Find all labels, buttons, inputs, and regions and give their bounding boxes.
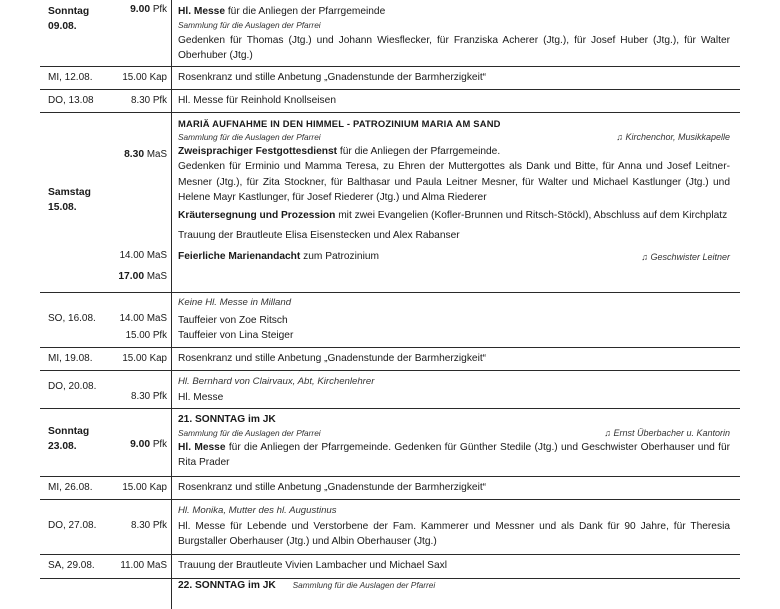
schedule-row (40, 90, 740, 113)
schedule-row (40, 113, 740, 293)
entry-text: Rosenkranz und stille Anbetung „Gnadenstunde der Barmherzigkeit“ (178, 353, 487, 364)
date-cell: MI, 12.08. (48, 72, 93, 83)
time-cell: 11.00 MaS (120, 560, 167, 571)
time-cell: 8.30 Pfk (131, 391, 167, 402)
time-cell: 15.00 Pfk (125, 330, 167, 341)
music-note: ♫ Geschwister Leitner (641, 251, 730, 262)
date-cell: Sonntag 09.08. (48, 6, 90, 32)
entry-text: Hl. Messe (178, 391, 224, 403)
date-cell: DO, 13.08 (48, 95, 94, 106)
saint-text: Hl. Monika, Mutter des hl. Augustinus (178, 505, 337, 516)
date-cell: DO, 27.08. (48, 520, 97, 531)
schedule-row (40, 371, 740, 409)
schedule-row (40, 555, 740, 579)
date-cell: DO, 20.08. (48, 381, 97, 392)
date-cell: Sonntag 23.08. (48, 426, 90, 452)
entry-content: MARIÄ AUFNAHME IN DEN HIMMEL - PATROZINIUM MARIA AM SAND Sammlung für die Auslagen der Pfarrei ♫ Kirchenchor, Musikkapelle Zweisprachiger Festgottesdienst für die Anliegen der Pfarrgemeinde. Gedenken für Erminio und Mamma Teresa, zu Ehren der Muttergottes als Dank und Bitte, für Anna und Josef Leitner-Mesner (Jtg.), für Zita Stockner, für Balthasar und Paula Leitner Mesner, für Walter und Michael Kastlunger (Jtg.) und Helene Mayr Kastlunger, für Josef Riederer (Jtg.) und Alma Riederer Kräutersegnung und Prozession mit zwei Evangelien (Kofler-Brunnen und Ritsch-Stöckl), Abschluss auf dem Kirchplatz Trauung der Brautleute Elisa Eisenstecken und Alex Rabanser Feierliche Marienandacht zum Patrozinium ♫ Geschwister Leitner (178, 113, 730, 264)
collection-note: Sammlung für die Auslagen der Pfarrei (178, 427, 321, 438)
time-cell: 15.00 Kap (122, 72, 167, 83)
feast-title: 22. SONNTAG im JK (178, 580, 276, 591)
entry-content (178, 371, 730, 405)
entry-content: 21. SONNTAG im JK Sammlung für die Auslagen der Pfarrei ♫ Ernst Überbacher u. Kantorin Hl. Messe für die Anliegen der Pfarrgemeinde. Gedenken für Günther Stedile (Jtg.) und Geschwister Oberhauser und für Rita Prader (178, 414, 731, 468)
schedule-row (40, 409, 740, 477)
wedding-text: Trauung der Brautleute Elisa Eisenstecken und Alex Rabanser (178, 230, 460, 241)
memorial-text: Gedenken für Erminio und Mamma Teresa, zu Ehren der Muttergottes als Dank und Bitte, für Anna und Josef Leitner-Mesner (Jtg.), für Zita Stockner, für Balthasar und Paula Leitner Mesner, für Walter und Michael Kastlunger (Jtg.) und Helene Mayr Kastlunger, für Josef Riederer (Jtg.) und Alma Riederer (178, 161, 730, 203)
time-cell: 8.30 Pfk (131, 95, 167, 106)
time-cell: 8.30 MaS (124, 149, 167, 160)
date-cell: MI, 19.08. (48, 353, 93, 364)
collection-note: Sammlung für die Auslagen der Pfarrei (292, 580, 436, 590)
time-cell: 14.00 MaS (119, 313, 167, 324)
feast-title: 21. SONNTAG im JK (178, 414, 276, 425)
time-cell: 14.00 MaS (119, 250, 167, 261)
saint-text: Hl. Bernhard von Clairvaux, Abt, Kirchenlehrer (178, 376, 375, 387)
schedule-row (40, 579, 740, 609)
entry-text: Hl. Messe für Lebende und Verstorbene der Fam. Kammerer und Messner und als Dank für 90 Jahre, für Theresia Burgstaller Oberhauser (Jtg.) und Albin Oberhauser (Jtg.) (178, 520, 730, 547)
date-cell: SA, 29.08. (48, 560, 95, 571)
note-text: Keine Hl. Messe in Milland (178, 297, 292, 308)
collection-note: Sammlung für die Auslagen der Pfarrei (178, 19, 321, 30)
schedule-row (40, 67, 740, 90)
schedule-row (40, 348, 740, 371)
collection-note: Sammlung für die Auslagen der Pfarrei (178, 131, 321, 142)
date-cell: SO, 16.08. (48, 313, 96, 324)
music-note: ♫ Kirchenchor, Musikkapelle (616, 131, 730, 142)
schedule-row (40, 500, 740, 555)
schedule-row (40, 293, 740, 348)
schedule-table (40, 0, 740, 609)
time-cell: 15.00 Kap (122, 353, 167, 364)
entry-text: Hl. Messe für Reinhold Knollseisen (178, 95, 336, 106)
entry-text: Rosenkranz und stille Anbetung „Gnadenstunde der Barmherzigkeit“ (178, 72, 487, 83)
time-cell: 8.30 Pfk (131, 520, 167, 531)
entry-content: Hl. Messe für die Anliegen der Pfarrgemeinde Sammlung für die Auslagen der Pfarrei Gedenken für Thomas (Jtg.) und Johann Wiesflecker, für Franziska Acherer (Jtg.), für Josef Huber (Jtg.), für Walter Oberhuber (Jtg.) (178, 0, 730, 64)
entry-content (178, 500, 730, 550)
entry-text: Rosenkranz und stille Anbetung „Gnadenstunde der Barmherzigkeit“ (178, 482, 487, 493)
music-note: ♫ Ernst Überbacher u. Kantorin (604, 427, 730, 438)
entry-text: Tauffeier von Zoe Ritsch (178, 314, 288, 326)
entry-text: Trauung der Brautleute Vivien Lambacher und Michael Saxl (178, 560, 447, 571)
entry-content (178, 579, 730, 591)
schedule-row (40, 0, 740, 67)
time-cell: 9.00 Pfk (130, 4, 167, 15)
entry-content (178, 293, 730, 344)
entry-text: Tauffeier von Lina Steiger (178, 330, 294, 341)
time-cell: 15.00 Kap (122, 482, 167, 493)
time-cell: 9.00 Pfk (130, 439, 167, 450)
feast-title: MARIÄ AUFNAHME IN DEN HIMMEL - PATROZINIUM MARIA AM SAND (178, 118, 501, 129)
memorial-text: Gedenken für Thomas (Jtg.) und Johann Wiesflecker, für Franziska Acherer (Jtg.), für Josef Huber (Jtg.), für Walter Oberhuber (Jtg.) (178, 34, 730, 61)
date-cell: MI, 26.08. (48, 482, 93, 493)
date-cell: Samstag 15.08. (48, 187, 91, 213)
time-cell: 17.00 MaS (118, 271, 167, 282)
schedule-row (40, 477, 740, 500)
